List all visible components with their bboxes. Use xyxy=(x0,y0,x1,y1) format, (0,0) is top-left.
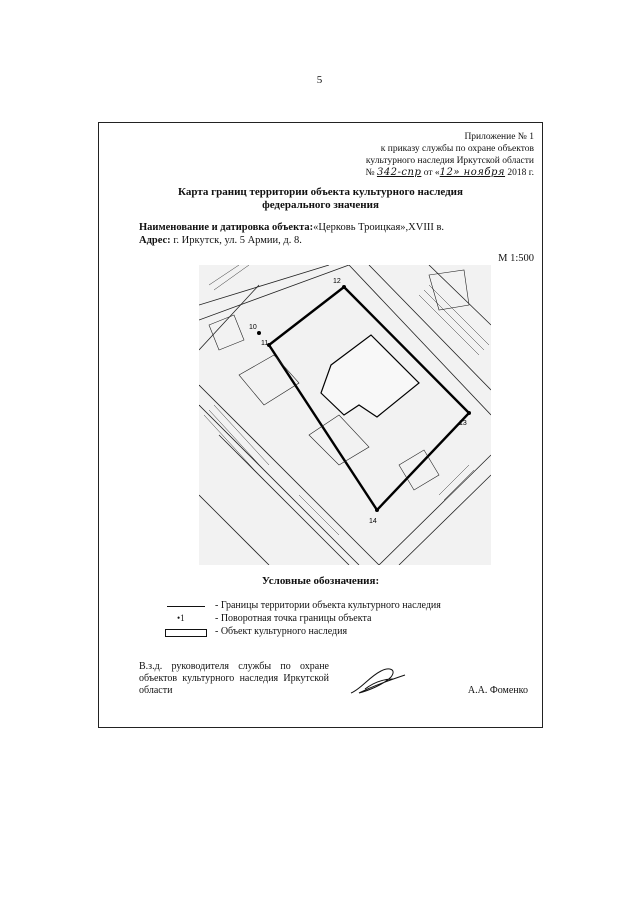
order-year: 2018 г. xyxy=(507,168,534,178)
turning-point-symbol-text: •1 xyxy=(177,612,185,623)
order-number-handwritten: 342-спр xyxy=(376,167,422,178)
heritage-object-symbol xyxy=(163,627,209,637)
appendix-order-line xyxy=(366,167,535,179)
appendix-header xyxy=(366,131,535,179)
title-line2: федерального значения xyxy=(262,199,379,211)
point-label-13: 13 xyxy=(459,420,467,427)
boundary-line-symbol xyxy=(163,601,209,611)
map-scale: М 1:500 xyxy=(498,253,534,264)
legend-label-object: - Объект культурного наследия xyxy=(215,626,348,637)
appendix-line3: культурного наследия Иркутской области xyxy=(365,156,534,166)
page-number: 5 xyxy=(316,74,323,86)
object-name xyxy=(139,222,444,233)
order-date-prefix: от « xyxy=(423,168,440,178)
address-label: Адрес: xyxy=(139,235,171,246)
address-value: г. Иркутск, ул. 5 Армии, д. 8. xyxy=(173,235,302,246)
point-label-12: 12 xyxy=(333,278,341,285)
appendix-line2: к приказу службы по охране объектов xyxy=(380,144,534,154)
handwritten-signature xyxy=(347,663,409,699)
legend xyxy=(163,599,441,638)
legend-label-point: - Поворотная точка границы объекта xyxy=(215,613,372,624)
order-number-prefix: № xyxy=(365,168,375,178)
title-line1: Карта границ территории объекта культурного наследия xyxy=(178,186,463,198)
object-name-label: Наименование и датировка объекта: xyxy=(139,222,314,233)
signatory-name: А.А. Фоменко xyxy=(467,685,528,696)
legend-label-boundary: - Границы территории объекта культурного наследия xyxy=(215,600,441,611)
legend-item-object xyxy=(163,625,441,638)
order-date-handwritten: 12» ноября xyxy=(439,167,506,178)
object-address xyxy=(139,235,302,246)
document-frame xyxy=(98,122,543,728)
appendix-line1: Приложение № 1 xyxy=(464,132,534,142)
boundary-map xyxy=(199,265,491,565)
document-title xyxy=(99,186,542,212)
legend-item-point xyxy=(163,612,441,625)
point-label-11: 11 xyxy=(261,340,269,347)
signatory-position: В.з.д. руководителя службы по охране объектов культурного наследия Иркутской области xyxy=(139,661,329,696)
object-name-value: «Церковь Троицкая»,XVIII в. xyxy=(313,222,445,233)
legend-item-boundary xyxy=(163,599,441,612)
point-label-10: 10 xyxy=(249,324,257,331)
point-label-14: 14 xyxy=(369,518,377,525)
legend-title: Условные обозначения: xyxy=(261,575,380,587)
turning-point-symbol xyxy=(163,614,209,624)
